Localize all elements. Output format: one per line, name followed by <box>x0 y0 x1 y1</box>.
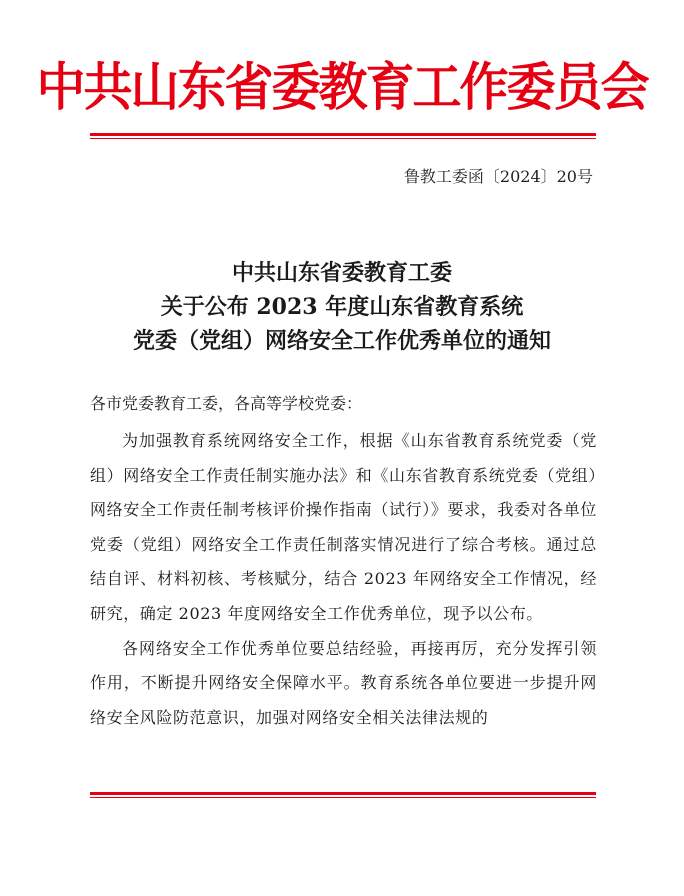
salutation: 各市党委教育工委，各高等学校党委： <box>90 394 363 413</box>
title-line-1: 中共山东省委教育工委 <box>231 260 452 286</box>
document-number: 鲁教工委函〔2024〕20号 <box>403 167 593 186</box>
title-line-3: 党委（党组）网络安全工作优秀单位的通知 <box>132 328 551 354</box>
divider-thin-line <box>90 138 596 139</box>
body-paragraph-2: 各网络安全工作优秀单位要总结经验，再接再厉，充分发挥引领作用，不断提升网络安全保障水平。教育系统各单位要进一步提升网络安全风险防范意识，加强对网络安全相关法律法规的 <box>90 638 597 727</box>
divider-thick-line <box>90 133 596 136</box>
masthead-title: 中共山东省委教育工作委员会 <box>36 56 648 118</box>
masthead-divider <box>90 133 596 139</box>
bottom-thin-line <box>90 797 596 798</box>
document-title <box>0 256 684 358</box>
page-bottom-divider <box>90 792 596 798</box>
title-line-2: 关于公布 2023 年度山东省教育系统 <box>160 294 524 320</box>
bottom-thick-line <box>90 792 596 795</box>
body-paragraph-1: 为加强教育系统网络安全工作，根据《山东省教育系统党委（党组）网络安全工作责任制实施办法》和《山东省教育系统党委（党组）网络安全工作责任制考核评价操作指南（试行）》要求，我委对各单位党委（党组）网络安全工作责任制落实情况进行了综合考核。通过总结自评、材料初核、考核赋分，结合 2023 年网络安全工作情况，经研究，确定 2023 年度网络安全工作优秀单位，现予以公布。 <box>90 431 597 623</box>
document-body <box>90 424 597 735</box>
